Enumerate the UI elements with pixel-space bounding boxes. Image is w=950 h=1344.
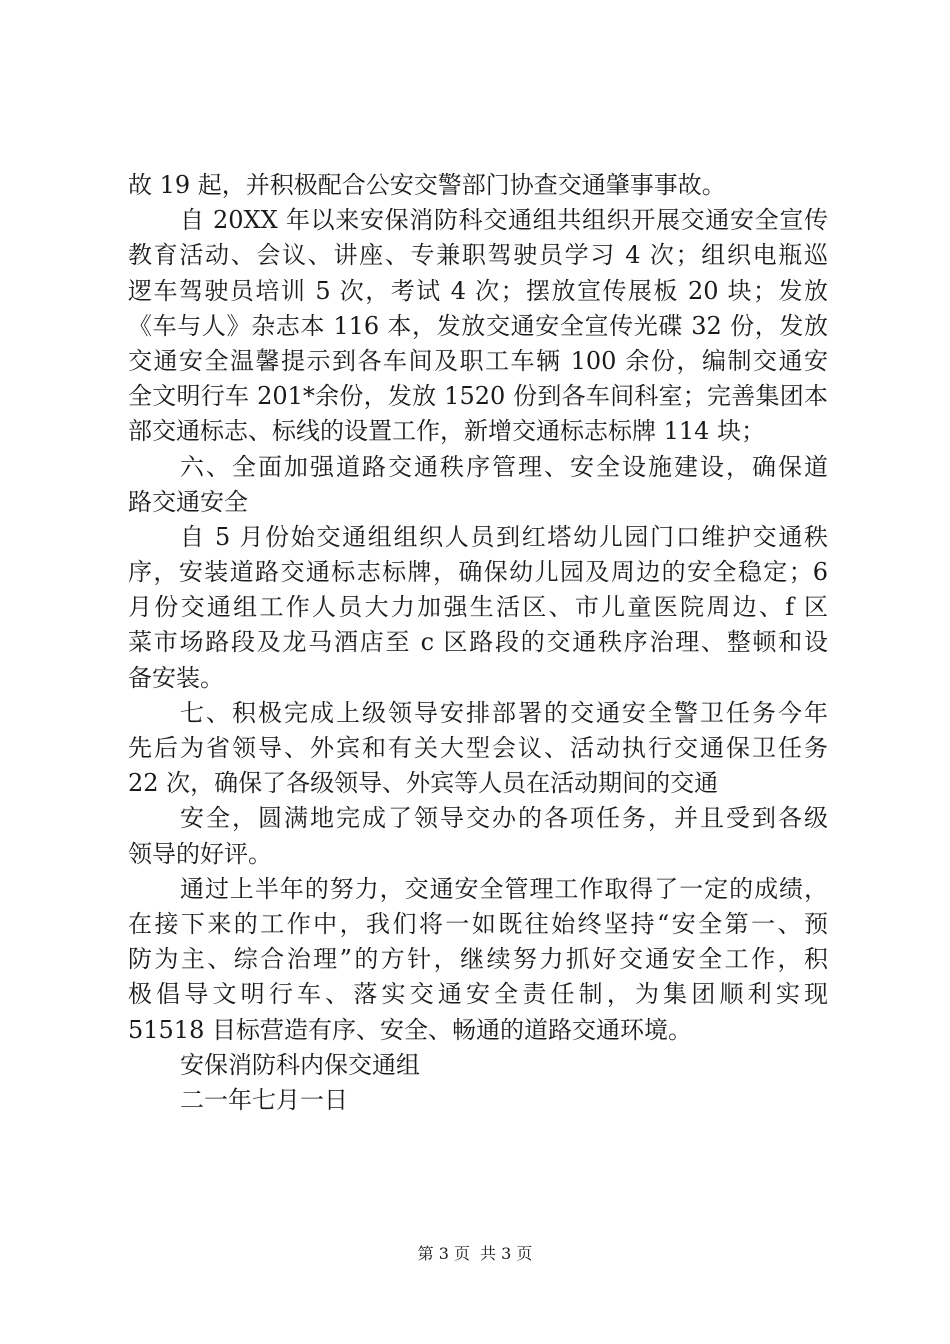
- page-footer: [0, 1243, 950, 1265]
- text-line: 《车与人》杂志本 116 本，发放交通安全宣传光碟 32 份，发放: [128, 311, 828, 340]
- text-line: 菜市场路段及龙马酒店至 c 区路段的交通秩序治理、整顿和设: [128, 628, 828, 657]
- text-line: 自 5 月份始交通组组织人员到红塔幼儿园门口维护交通秩: [180, 522, 828, 551]
- text-line: 安全，圆满地完成了领导交办的各项任务，并且受到各级: [180, 804, 828, 833]
- text-line: 极倡导文明行车、落实交通安全责任制，为集团顺利实现: [128, 980, 828, 1009]
- text-line: 先后为省领导、外宾和有关大型会议、活动执行交通保卫任务: [128, 734, 828, 762]
- text-line: 故 19 起，并积极配合公安交警部门协查交通肇事事故。: [128, 171, 726, 199]
- text-line: 自 20XX 年以来安保消防科交通组共组织开展交通安全宣传: [180, 206, 828, 235]
- text-line: 序，安装道路交通标志标牌，确保幼儿园及周边的安全稳定；6: [128, 558, 828, 587]
- text-line: 备安装。: [128, 663, 224, 692]
- text-line: 全文明行车 201*余份，发放 1520 份到各车间科室；完善集团本: [128, 382, 828, 411]
- text-line: 领导的好评。: [128, 839, 272, 868]
- text-line: 安保消防科内保交通组: [180, 1050, 420, 1079]
- text-line: 在接下来的工作中，我们将一如既往始终坚持“安全第一、预: [128, 909, 828, 938]
- text-line: 22 次，确保了各级领导、外宾等人员在活动期间的交通: [128, 769, 719, 798]
- text-line: 交通安全温馨提示到各车间及职工车辆 100 余份，编制交通安: [128, 346, 828, 375]
- text-line: 六、全面加强道路交通秩序管理、安全设施建设，确保道: [180, 452, 828, 481]
- text-line: 逻车驾驶员培训 5 次，考试 4 次；摆放宣传展板 20 块；发放: [128, 276, 828, 305]
- text-line: 七、积极完成上级领导安排部署的交通安全警卫任务今年: [180, 698, 828, 727]
- text-line: 二一年七月一日: [180, 1085, 348, 1114]
- text-line: 教育活动、会议、讲座、专兼职驾驶员学习 4 次；组织电瓶巡: [128, 241, 828, 270]
- text-line: 部交通标志、标线的设置工作，新增交通标志标牌 114 块；: [128, 417, 766, 446]
- document-body: [128, 168, 828, 1118]
- page-number: 第 3 页: [417, 1244, 470, 1263]
- text-line: 防为主、综合治理”的方针，继续努力抓好交通安全工作，积: [128, 945, 828, 974]
- page-total: 共 3 页: [480, 1244, 533, 1263]
- text-line: 路交通安全: [128, 487, 248, 516]
- text-line: 51518 目标营造有序、安全、畅通的道路交通环境。: [128, 1015, 692, 1044]
- text-line: 月份交通组工作人员大力加强生活区、市儿童医院周边、f 区: [128, 593, 828, 622]
- text-line: 通过上半年的努力，交通安全管理工作取得了一定的成绩，: [180, 874, 828, 903]
